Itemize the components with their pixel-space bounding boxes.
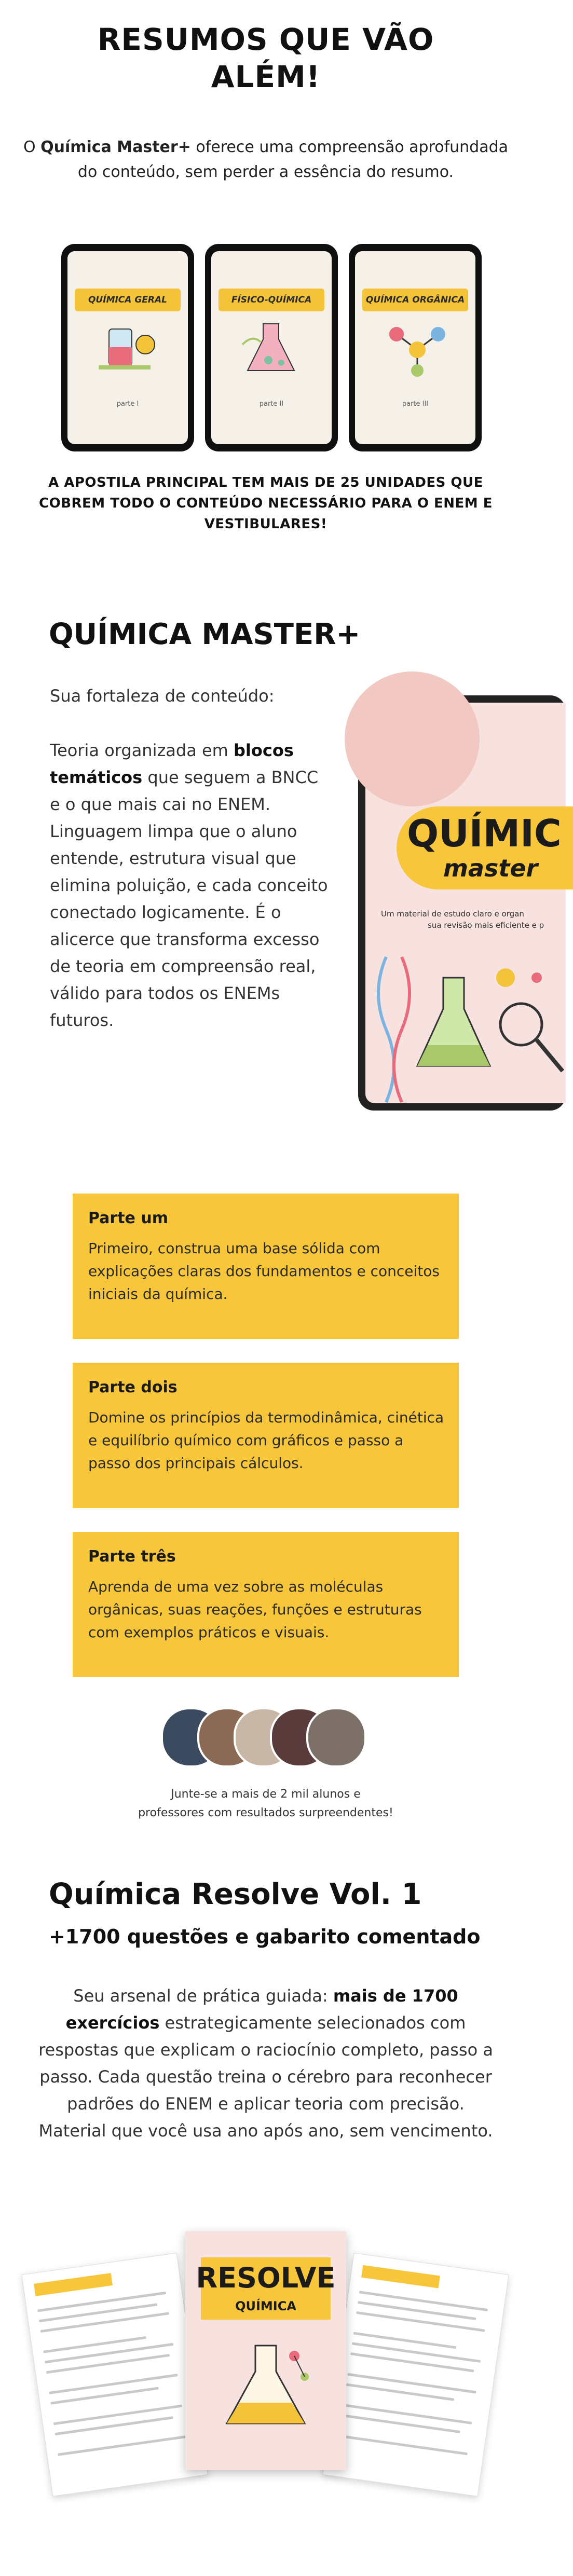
brand-name: Química Master+: [40, 138, 191, 156]
section-subtitle-resolve: +1700 questões e gabarito comentado: [49, 1925, 481, 1948]
quimica-master-cover: [358, 695, 566, 1111]
card-parte-tres: [73, 1532, 459, 1677]
cover-tagline-1: Um material de estudo claro e organ: [381, 909, 524, 919]
hero-title: RESUMOS QUE VÃO ALÉM!: [97, 22, 434, 94]
beaker-illustration-icon: [88, 313, 166, 386]
section-title-quimica-master: QUÍMICA MASTER+: [49, 618, 361, 651]
section-title-resolve: Química Resolve Vol. 1: [49, 1878, 422, 1911]
cover-title: QUÍMIC: [407, 812, 562, 855]
sample-page-left: [21, 2253, 208, 2497]
card-body: Aprenda de uma vez sobre as moléculas orgânicas, suas reações, funções e estruturas com exemplos práticos e visuais.: [88, 1578, 422, 1641]
tablet-caption: FÍSICO-QUÍMICA: [219, 289, 324, 311]
flask-molecule-illustration-icon: [216, 2335, 315, 2439]
card-title: Parte três: [88, 1547, 176, 1566]
molecule-illustration-icon: [376, 313, 454, 386]
card-body: Primeiro, construa uma base sólida com explicações claras dos fundamentos e conceitos iniciais da química.: [88, 1240, 440, 1303]
avatar: [306, 1707, 366, 1767]
cover-sub: QUÍMICA: [235, 2299, 296, 2313]
card-parte-dois: [73, 1363, 459, 1508]
tablet-quimica-geral: [61, 244, 194, 451]
section-description: Teoria organizada em blocos temáticos que seguem a BNCC e o que mais cai no ENEM. Linguagem limpa que o aluno entende, estrutura visual que elimina poluição, e cada conceito conectado logicamente. É o alicerce que transforma excesso de teoria em compreensão real, válido para todos os ENEMs futuros.: [50, 741, 328, 1030]
tablet-part: parte II: [259, 400, 284, 408]
tablet-caption: QUÍMICA GERAL: [75, 289, 181, 311]
flask-illustration-icon: [232, 313, 310, 386]
tablet-quimica-organica: [349, 244, 482, 451]
card-title: Parte dois: [88, 1378, 178, 1396]
resolve-description: Seu arsenal de prática guiada: mais de 1700 exercícios estrategicamente selecionados com respostas que explicam o raciocínio completo, passo a passo. Cada questão treina o cérebro para reconhecer padrões do ENEM e aplicar teoria com precisão. Material que você usa ano após ano, sem vencimento.: [38, 1986, 493, 2141]
lab-equipment-illustration-icon: [365, 947, 566, 1102]
sample-page-right: [322, 2253, 509, 2497]
section-intro: Sua fortaleza de conteúdo:: [50, 686, 275, 706]
card-parte-um: [73, 1194, 459, 1339]
content-coverage-note: A APOSTILA PRINCIPAL TEM MAIS DE 25 UNIDADES QUE COBREM TODO O CONTEÚDO NECESSÁRIO PARA O ENEM E VESTIBULARES!: [39, 475, 493, 532]
resolve-cover: [185, 2231, 346, 2470]
cover-tagline-2: sua revisão mais eficiente e p: [428, 921, 544, 930]
tablet-caption: QUÍMICA ORGÂNICA: [362, 289, 468, 311]
tablet-part: parte III: [402, 400, 429, 408]
card-body: Domine os princípios da termodinâmica, cinética e equilíbrio químico com gráficos e passo a passo dos principais cálculos.: [88, 1409, 444, 1472]
card-title: Parte um: [88, 1209, 168, 1227]
tablet-part: parte I: [116, 400, 139, 408]
hero-subtitle: O Química Master+ oferece uma compreensão aprofundada do conteúdo, sem perder a essência do resumo.: [23, 138, 509, 181]
cover-word: RESOLVE: [196, 2262, 336, 2294]
student-avatars: [161, 1707, 369, 1764]
social-proof-text: Junte-se a mais de 2 mil alunos e professores com resultados surpreendentes!: [138, 1788, 393, 1819]
cover-subtitle: master: [443, 854, 538, 882]
tablet-fisico-quimica: [205, 244, 338, 451]
